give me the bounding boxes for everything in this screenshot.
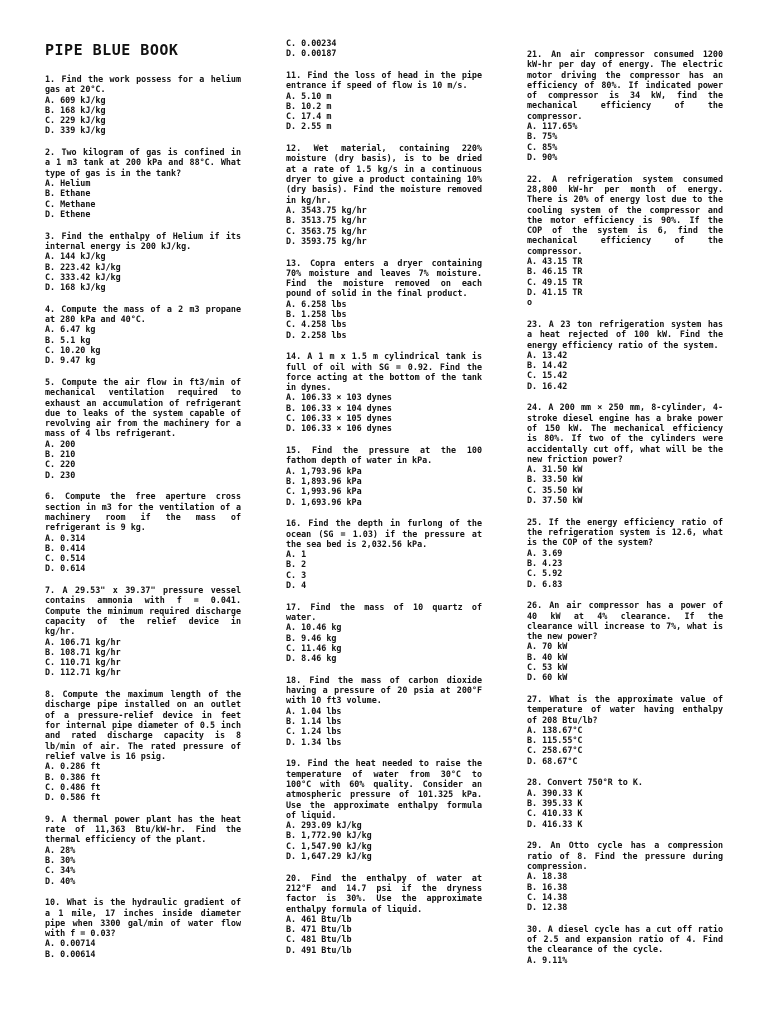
question-list: [45, 74, 241, 959]
answer-option: A. 18.38: [527, 871, 568, 882]
answer-option: D. 2.55 m: [286, 121, 332, 132]
answer-option: B. 1.14 lbs: [286, 716, 342, 727]
answer-option: C. 110.71 kg/hr: [45, 657, 121, 668]
question: [45, 74, 241, 136]
answer-option: A. 10.46 kg: [286, 622, 342, 633]
answer-option: D. 230: [45, 469, 76, 480]
answer-option: A. 6.258 lbs: [286, 298, 347, 309]
answer-option: D. 2.258 lbs: [286, 329, 347, 340]
answer-option: A. 1.04 lbs: [286, 705, 342, 716]
answer-option: C. 0.486 ft: [45, 781, 101, 792]
question: [527, 777, 723, 828]
answer-option: D. 40%: [45, 875, 76, 886]
answer-option: D. 168 kJ/kg: [45, 282, 106, 293]
question: [45, 585, 241, 678]
answer-option: A. 461 Btu/lb: [286, 913, 352, 924]
answer-option: A. 3543.75 kg/hr: [286, 204, 367, 215]
answer-option: A. Helium: [45, 178, 91, 189]
question-stem: 4. Compute the mass of a 2 m3 propane at 280 kPa and 40°C.: [45, 303, 241, 325]
answer-option: B. 115.55°C: [527, 735, 583, 746]
question-stem: 27. What is the approximate value of temperature of water having enthalpy of 208 Btu/lb?: [527, 693, 723, 725]
answer-option: D. 12.38: [527, 902, 568, 913]
answer-option: A. 13.42: [527, 349, 568, 360]
question-list: [527, 49, 723, 965]
answer-option: D. 0.586 ft: [45, 792, 101, 803]
question-stem: 6. Compute the free aperture cross section in m3 for the ventilation of a machinery room if the mass of refrigerant is 9 kg.: [45, 491, 241, 533]
answer-option: D. 60 kW: [527, 672, 568, 683]
question: [286, 445, 482, 507]
answer-option: A. 200: [45, 438, 76, 449]
answer-option: C. 258.67°C: [527, 745, 583, 756]
answer-option: B. 10.2 m: [286, 100, 332, 111]
answer-option: A. 117.65%: [527, 121, 578, 132]
answer-option: B. 223.42 kJ/kg: [45, 261, 121, 272]
answer-option: C. 11.46 kg: [286, 642, 342, 653]
answer-option: D. 16.42: [527, 380, 568, 391]
answer-option: B. 0.386 ft: [45, 771, 101, 782]
question: [286, 351, 482, 433]
question-stem: 18. Find the mass of carbon dioxide having a pressure of 20 psia at 200°F with 10 ft3 volume.: [286, 674, 482, 706]
question: [45, 147, 241, 219]
answer-option: D. 37.50 kW: [527, 495, 583, 506]
answer-option: D. 8.46 kg: [286, 653, 337, 664]
answer-option: D. 0.00187: [286, 48, 337, 59]
answer-option: C. 220: [45, 459, 76, 470]
answer-option: C. 14.38: [527, 891, 568, 902]
question: [286, 70, 482, 132]
question-stem: 19. Find the heat needed to raise the temperature of water from 30°C to 100°C with 60% quality. Consider an atmospheric pressure of 101.325 kPa. Use the approximate enthalpy formula of liquid.: [286, 758, 482, 820]
answer-option: D. 491 Btu/lb: [286, 944, 352, 955]
question-stem: 11. Find the loss of head in the pipe entrance if speed of flow is 10 m/s.: [286, 69, 482, 91]
question: [527, 600, 723, 682]
answer-option: B. 14.42: [527, 360, 568, 371]
answer-option: C. 35.50 kW: [527, 484, 583, 495]
answer-option: B. 2: [286, 559, 307, 570]
answer-option: D. 68.67°C: [527, 755, 578, 766]
answer-option: A. 70 kW: [527, 641, 568, 652]
question: [527, 174, 723, 308]
question-stem: 5. Compute the air flow in ft3/min of mechanical ventilation required to exhaust an accumulation of refrigerant due to leaks of the system capable of revolving air from the machinery for a mass of 4 lbs refrigerant.: [45, 376, 241, 439]
answer-option: C. 229 kJ/kg: [45, 115, 106, 126]
question-stem: 17. Find the mass of 10 quartz of water.: [286, 601, 482, 622]
answer-option: D. 112.71 kg/hr: [45, 667, 121, 678]
question: [527, 319, 723, 391]
question: [286, 602, 482, 664]
question-stem: 7. A 29.53" x 39.37" pressure vessel contains ammonia with f = 0.041. Compute the minimum required discharge capacity of the relief device in kg/hr.: [45, 585, 241, 637]
answer-option: B. 210: [45, 449, 76, 460]
answer-option: D. 1.34 lbs: [286, 736, 342, 747]
question-stem: 23. A 23 ton refrigeration system has a heat rejected of 100 kW. Find the energy efficiency ratio of the system.: [527, 318, 723, 350]
answer-option: C. Methane: [45, 198, 96, 209]
answer-option: A. 0.314: [45, 532, 86, 543]
answer-option: B. 0.414: [45, 542, 86, 553]
answer-option: C. 3563.75 kg/hr: [286, 225, 367, 236]
answer-option: B. 1,772.90 kJ/kg: [286, 830, 372, 841]
answer-option: A. 106.71 kg/hr: [45, 636, 121, 647]
answer-option: A. 9.11%: [527, 954, 568, 965]
question: [45, 814, 241, 886]
answer-option: D. 41.15 TR: [527, 286, 583, 297]
answer-option: B. 30%: [45, 855, 76, 866]
answer-option: C. 410.33 K: [527, 808, 583, 819]
question: [45, 304, 241, 366]
answer-option: B. Ethane: [45, 188, 91, 199]
question-stem: 9. A thermal power plant has the heat rate of 11,363 Btu/kW-hr. Find the thermal efficiency of the plant.: [45, 813, 241, 845]
answer-option: B. 1,893.96 kPa: [286, 475, 362, 486]
question: [286, 873, 482, 955]
question: [527, 924, 723, 965]
question-stem: 28. Convert 750°R to K.: [527, 777, 643, 788]
answer-option: C. 333.42 kJ/kg: [45, 271, 121, 282]
question: [286, 675, 482, 747]
question-stem: 13. Copra enters a dryer containing 70% moisture and leaves 7% moisture. Find the moisture removed on each pound of solid in the final product.: [286, 257, 482, 299]
answer-option: C. 1,547.90 kJ/kg: [286, 840, 372, 851]
answer-option: D. 9.47 kg: [45, 355, 96, 366]
answer-option: B. 106.33 × 104 dynes: [286, 402, 392, 413]
answer-option: C. 85%: [527, 141, 558, 152]
answer-option: A. 144 kJ/kg: [45, 251, 106, 262]
question-stem: 15. Find the pressure at the 100 fathom depth of water in kPa.: [286, 445, 482, 466]
column-1: [45, 41, 241, 970]
answer-option: D. 6.83: [527, 578, 563, 589]
answer-option: C. 481 Btu/lb: [286, 934, 352, 945]
question-stem: 21. An air compressor consumed 1200 kW-hr per day of energy. The electric motor driving the compressor has an efficiency of 80%. If indicated power of compressor is 34 kW, find the mechanical efficiency of the compressor.: [527, 49, 723, 121]
question: [527, 402, 723, 505]
question-stem: 26. An air compressor has a power of 40 kW at 4% clearance. If the clearance will increase to 7%, what is the new power?: [527, 600, 723, 642]
question-stem: 20. Find the enthalpy of water at 212°F and 14.7 psi if the dryness factor is 30%. Use the approximate enthalpy formula of liquid.: [286, 872, 482, 914]
answer-option: A. 6.47 kg: [45, 324, 96, 335]
answer-option: C. 3: [286, 569, 307, 580]
answer-option: A. 1,793.96 kPa: [286, 465, 362, 476]
answer-option: A. 0.286 ft: [45, 761, 101, 772]
question: [527, 517, 723, 589]
question-stem: 25. If the energy efficiency ratio of the refrigeration system is 12.6, what is the COP of the system?: [527, 516, 723, 548]
answer-option: A. 390.33 K: [527, 787, 583, 798]
question-stem: 8. Compute the maximum length of the discharge pipe installed on an outlet of a pressure-relief device in feet for internal pipe diameter of 0.5 inch and rated discharge capacity is 8 lb/min of air. The rated pressure of relief valve is 16 psig.: [45, 689, 241, 761]
answer-option: B. 395.33 K: [527, 798, 583, 809]
answer-option: D. 0.614: [45, 563, 86, 574]
question-stem: 10. What is the hydraulic gradient of a 1 mile, 17 inches inside diameter pipe when 3300 gal/min of water flow with f = 0.03?: [45, 897, 241, 939]
answer-option: A. 106.33 × 103 dynes: [286, 392, 392, 403]
answer-option: B. 0.00614: [45, 948, 96, 959]
answer-option: A. 5.10 m: [286, 90, 332, 101]
question-stem: 30. A diesel cycle has a cut off ratio of 2.5 and expansion ratio of 4. Find the clearance of the cycle.: [527, 923, 723, 955]
question-stem: 2. Two kilogram of gas is confined in a 1 m3 tank at 200 kPa and 88°C. What type of gas is in the tank?: [45, 147, 241, 178]
answer-option: C. 53 kW: [527, 661, 568, 672]
question: [527, 694, 723, 766]
answer-option: o: [527, 297, 533, 308]
answer-option: D. Ethene: [45, 208, 91, 219]
answer-option: B. 40 kW: [527, 651, 568, 662]
answer-option: A. 31.50 kW: [527, 464, 583, 475]
answer-option: B. 16.38: [527, 881, 568, 892]
question: [45, 231, 241, 293]
answer-option: D. 90%: [527, 151, 558, 162]
question-list: [286, 38, 482, 955]
answer-option: D. 1,647.29 kJ/kg: [286, 851, 372, 861]
question: [45, 897, 241, 959]
question: [286, 518, 482, 590]
answer-option: B. 108.71 kg/hr: [45, 646, 121, 657]
answer-option: B. 75%: [527, 131, 558, 142]
document-title: PIPE BLUE BOOK: [45, 41, 179, 59]
answer-option: D. 106.33 × 106 dynes: [286, 423, 392, 434]
question: [45, 689, 241, 802]
question: [286, 258, 482, 340]
answer-option: C. 0.514: [45, 553, 86, 564]
question-stem: 1. Find the work possess for a helium gas at 20°C.: [45, 74, 241, 95]
answer-option: B. 168 kJ/kg: [45, 104, 106, 115]
question: [286, 758, 482, 861]
answer-option: D. 416.33 K: [527, 818, 583, 829]
answer-option: D. 1,693.96 kPa: [286, 496, 362, 507]
answer-option: C. 1.24 lbs: [286, 726, 342, 737]
answer-option: B. 3513.75 kg/hr: [286, 215, 367, 226]
question-stem: 16. Find the depth in furlong of the ocean (SG = 1.03) if the pressure at the sea bed is 2,032.56 kPa.: [286, 518, 482, 549]
answer-option: C. 17.4 m: [286, 111, 332, 122]
answer-option: C. 49.15 TR: [527, 276, 583, 287]
question: [45, 377, 241, 480]
answer-option: B. 1.258 lbs: [286, 309, 347, 319]
answer-option: A. 138.67°C: [527, 724, 583, 735]
question: [45, 491, 241, 573]
question: [286, 38, 482, 59]
answer-option: B. 471 Btu/lb: [286, 924, 352, 935]
question-stem: 3. Find the enthalpy of Helium if its internal energy is 200 kJ/kg.: [45, 230, 241, 251]
answer-option: A. 28%: [45, 844, 76, 855]
answer-option: A. 0.00714: [45, 938, 96, 949]
answer-option: A. 3.69: [527, 547, 563, 558]
answer-option: B. 5.1 kg: [45, 334, 91, 345]
answer-option: B. 4.23: [527, 557, 563, 568]
answer-option: C. 10.20 kg: [45, 345, 101, 355]
answer-option: A. 609 kJ/kg: [45, 94, 106, 105]
answer-option: B. 9.46 kg: [286, 632, 337, 643]
answer-option: D. 4: [286, 580, 307, 590]
answer-option: B. 46.15 TR: [527, 266, 583, 277]
answer-option: A. 293.09 kJ/kg: [286, 820, 362, 831]
answer-option: D. 339 kJ/kg: [45, 125, 106, 136]
answer-option: D. 3593.75 kg/hr: [286, 235, 367, 246]
answer-option: A. 43.15 TR: [527, 256, 583, 267]
answer-option: C. 0.00234: [286, 38, 337, 48]
column-3: [527, 49, 723, 976]
answer-option: B. 33.50 kW: [527, 474, 583, 485]
question-stem: 22. A refrigeration system consumed 28,800 kW-hr per month of energy. There is 20% of energy lost due to the cooling system of the compressor and the motor efficiency is 90%. If the COP of the system is 6, find the mechanical efficiency of the compressor.: [527, 173, 723, 256]
answer-option: C. 106.33 × 105 dynes: [286, 413, 392, 424]
question: [286, 143, 482, 246]
answer-option: C. 1,993.96 kPa: [286, 486, 362, 497]
question-stem: 24. A 200 mm × 250 mm, 8-cylinder, 4-stroke diesel engine has a brake power of 150 kW. The mechanical efficiency is 80%. If two of the cylinders were accidentally cut off, what will be the new friction power?: [527, 402, 723, 464]
answer-option: C. 4.258 lbs: [286, 319, 347, 330]
answer-option: C. 15.42: [527, 370, 568, 381]
answer-option: A. 1: [286, 549, 307, 560]
question-stem: 14. A 1 m x 1.5 m cylindrical tank is full of oil with SG = 0.92. Find the force acting at the bottom of the tank in dynes.: [286, 351, 482, 393]
answer-option: C. 34%: [45, 865, 76, 876]
question: [527, 49, 723, 162]
question-stem: 12. Wet material, containing 220% moisture (dry basis), is to be dried at a rate of 1.5 kg/s in a continuous dryer to give a product containing 10% (dry basis). Find the moisture removed in kg/hr.: [286, 143, 482, 205]
question-stem: 29. An Otto cycle has a compression ratio of 8. Find the pressure during compression.: [527, 840, 723, 871]
answer-option: C. 5.92: [527, 568, 563, 579]
column-2: [286, 38, 482, 966]
question: [527, 840, 723, 912]
